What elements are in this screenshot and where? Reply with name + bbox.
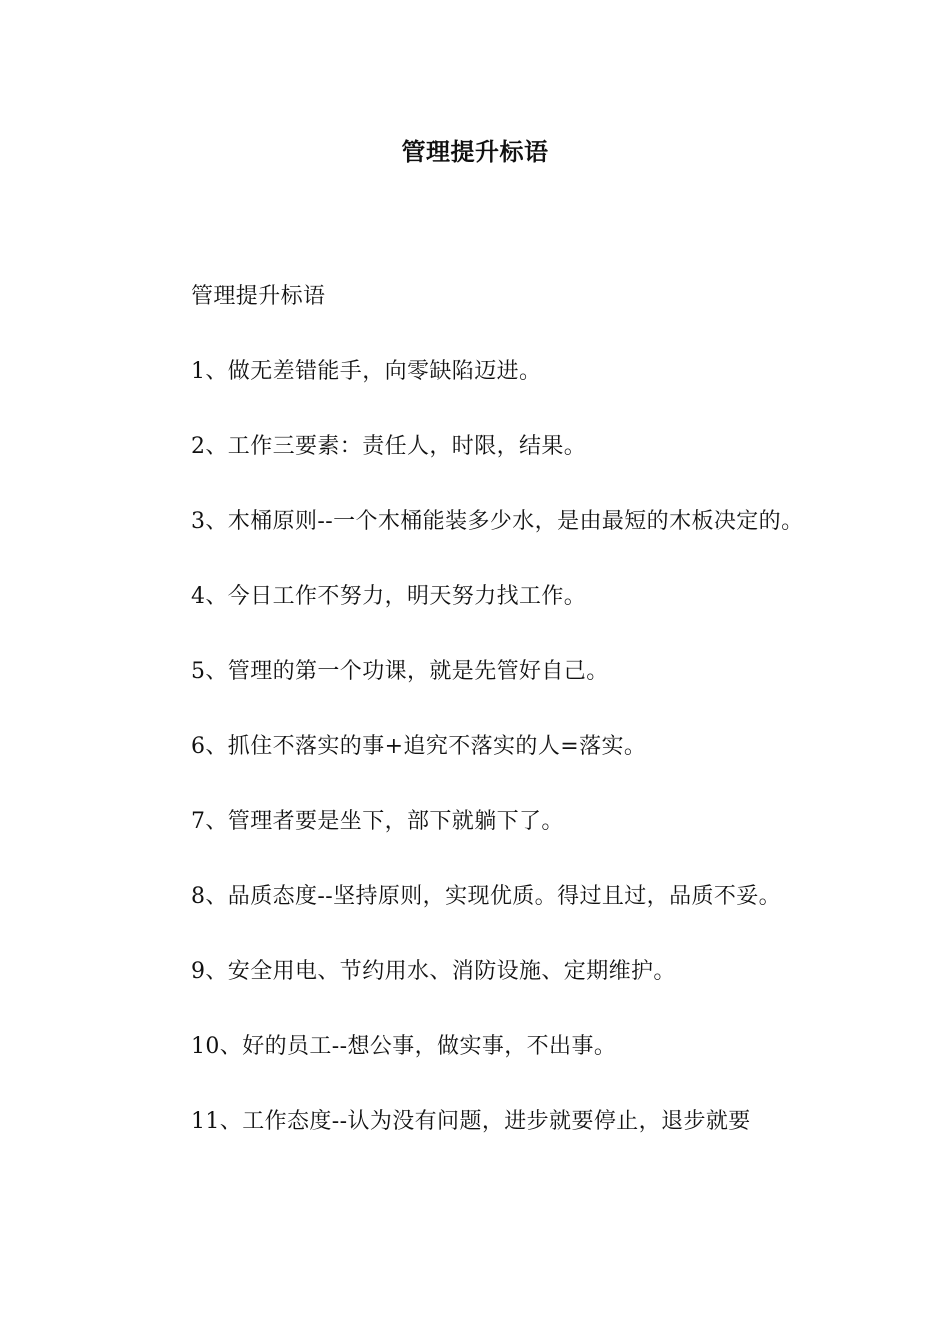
slogan-item-3: 3、木桶原则--一个木桶能装多少水，是由最短的木板决定的。 [191, 509, 804, 534]
slogan-item-11: 11、工作态度--认为没有问题，进步就要停止，退步就要 [191, 1109, 751, 1134]
slogan-item-4: 4、今日工作不努力，明天努力找工作。 [191, 584, 587, 609]
slogan-item-10: 10、好的员工--想公事，做实事，不出事。 [191, 1034, 617, 1059]
slogan-item-7: 7、管理者要是坐下，部下就躺下了。 [191, 809, 564, 834]
slogan-item-9: 9、安全用电、节约用水、消防设施、定期维护。 [191, 959, 676, 984]
paragraph-heading: 管理提升标语 [191, 284, 326, 309]
slogan-item-2: 2、工作三要素：责任人，时限，结果。 [191, 434, 587, 459]
document-title: 管理提升标语 [401, 137, 549, 166]
slogan-item-6: 6、抓住不落实的事+追究不落实的人=落实。 [191, 734, 647, 759]
slogan-item-8: 8、品质态度--坚持原则，实现优质。得过且过，品质不妥。 [191, 884, 782, 909]
document-body [143, 259, 813, 1159]
slogan-item-5: 5、管理的第一个功课，就是先管好自己。 [191, 659, 609, 684]
slogan-item-1: 1、做无差错能手，向零缺陷迈进。 [191, 359, 542, 384]
